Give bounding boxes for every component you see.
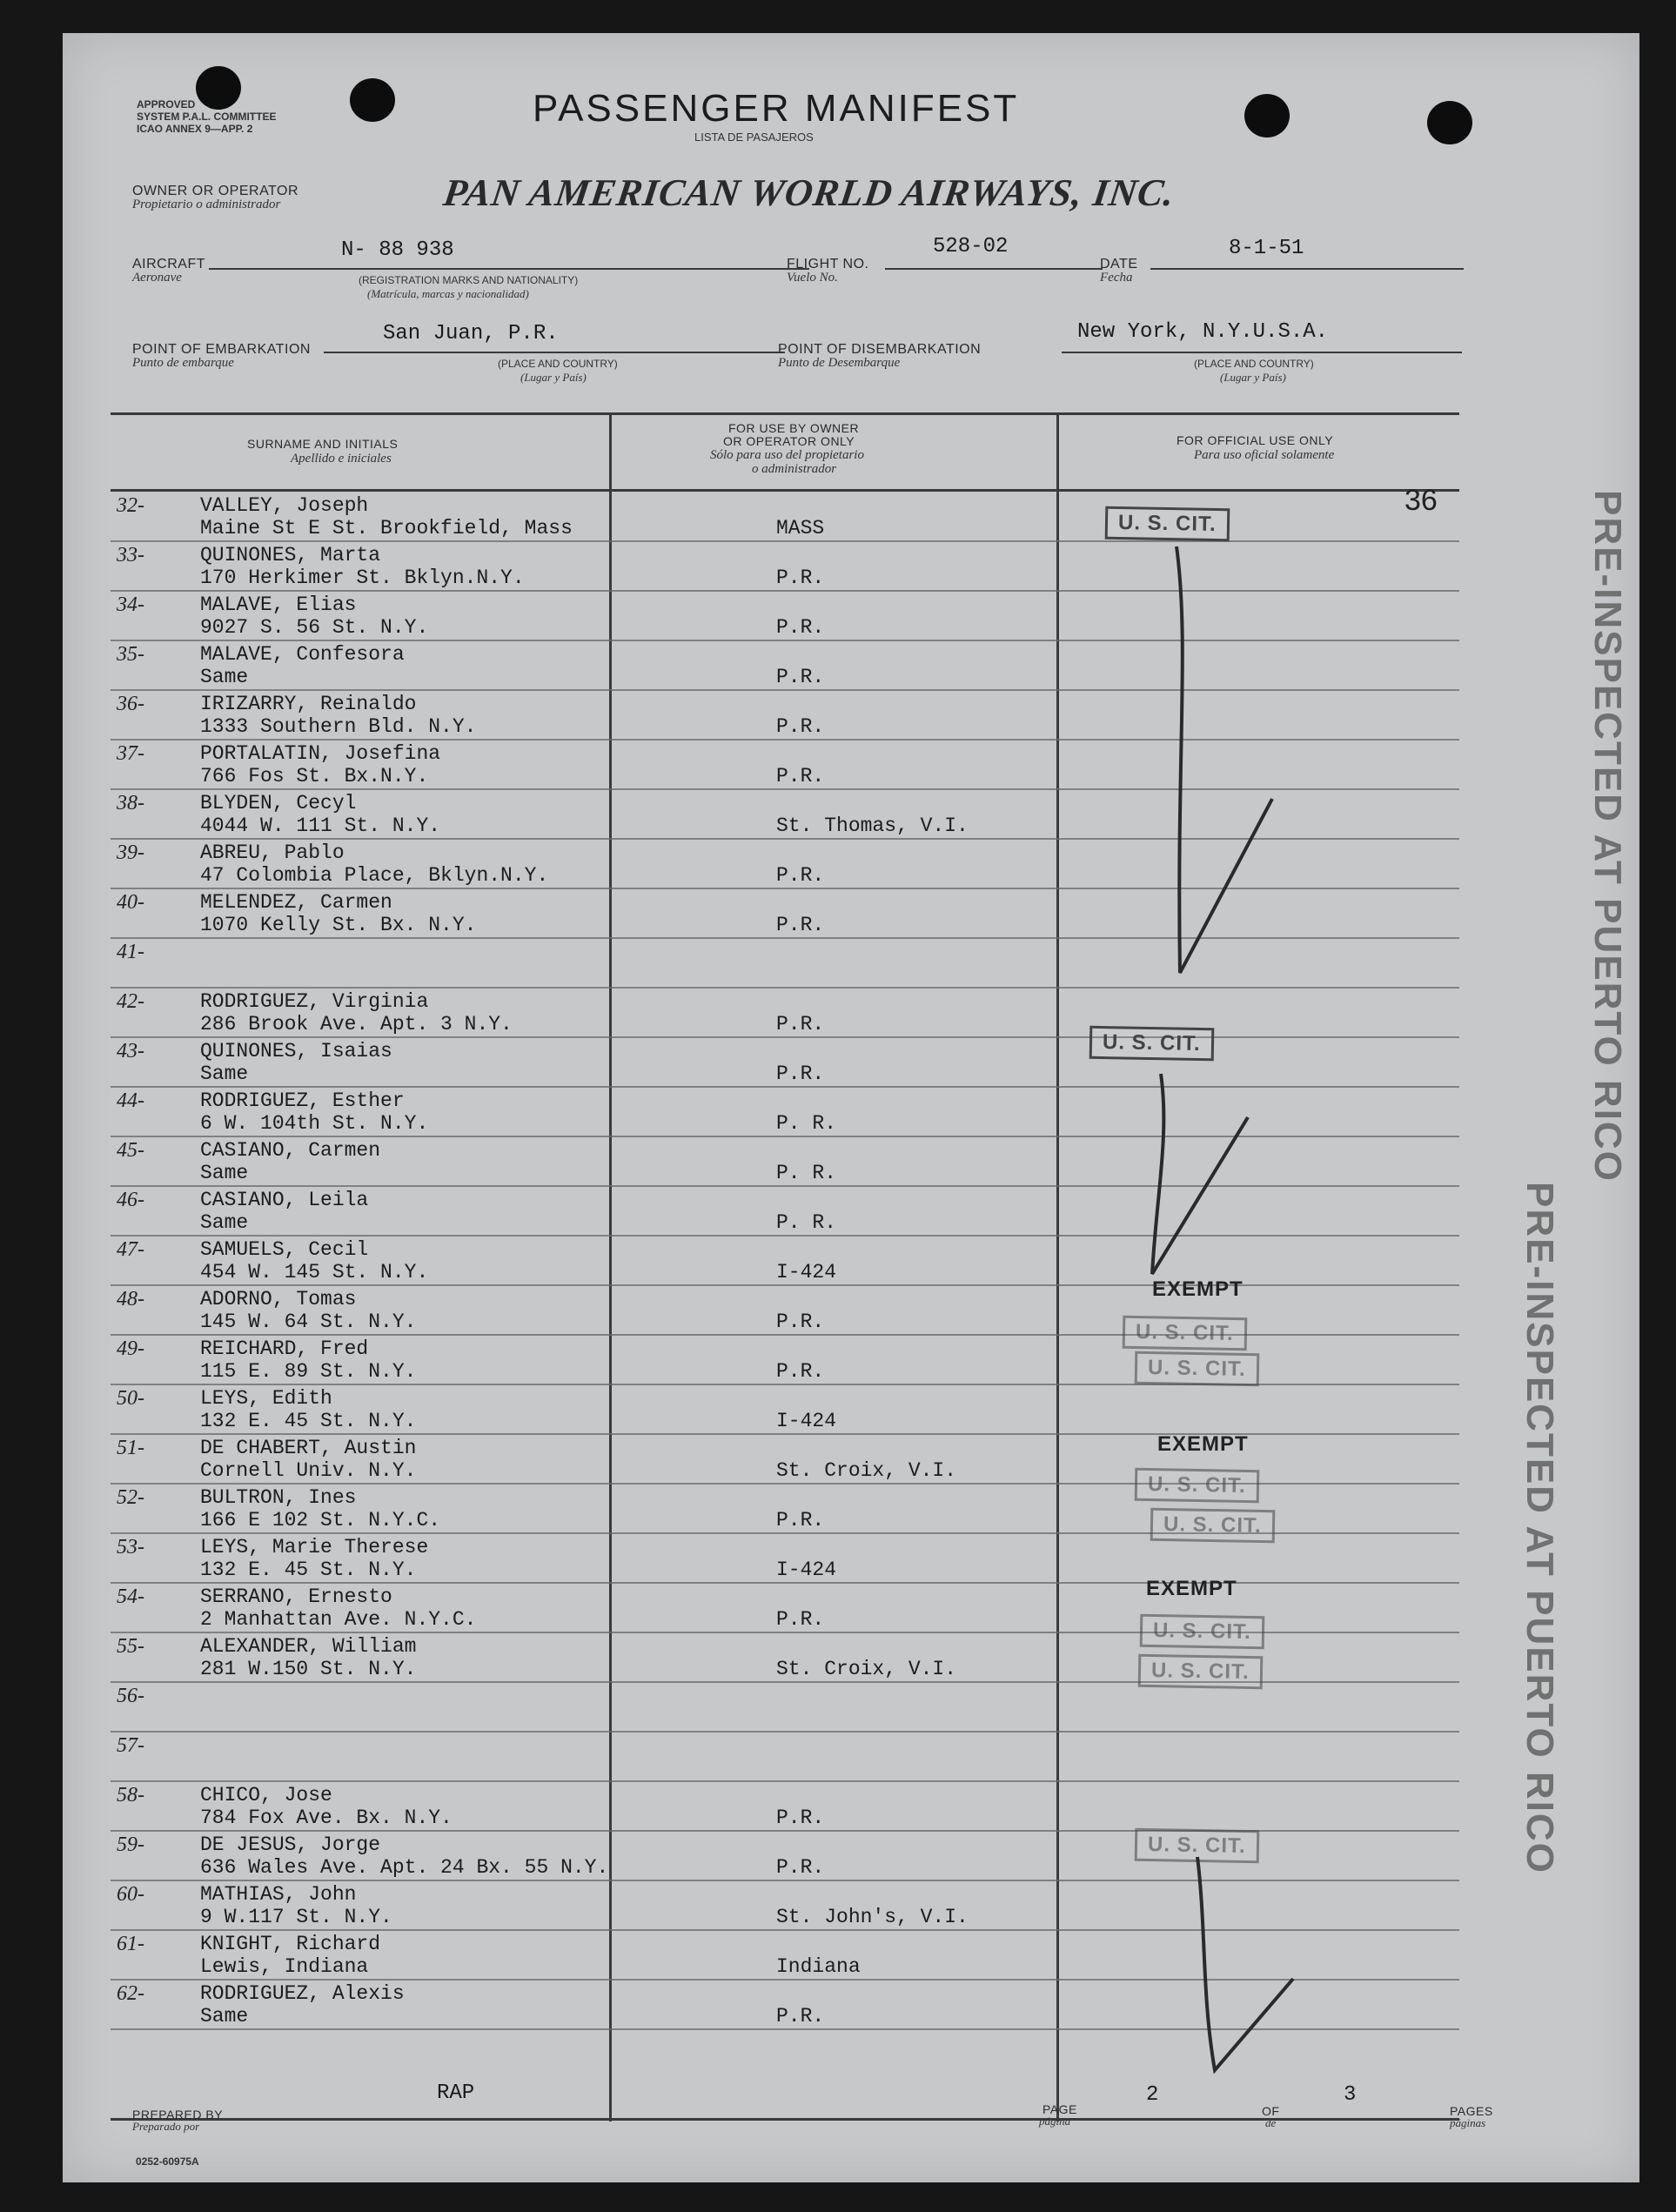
- passenger-address: Same: [200, 666, 249, 688]
- passenger-origin: P.R.: [776, 2005, 825, 2028]
- row-number: 54-: [117, 1585, 144, 1608]
- passenger-name: VALLEY, Joseph: [200, 494, 369, 517]
- row-number: 60-: [117, 1883, 144, 1906]
- place-note: (PLACE AND COUNTRY): [498, 358, 618, 370]
- us-citizen-stamp: U. S. CIT.: [1089, 1026, 1214, 1061]
- passenger-name: BULTRON, Ines: [200, 1486, 357, 1509]
- passenger-address: Cornell Univ. N.Y.: [200, 1459, 417, 1482]
- row-divider: [111, 1582, 1459, 1584]
- passenger-address: 784 Fox Ave. Bx. N.Y.: [200, 1806, 453, 1829]
- place-note: (PLACE AND COUNTRY): [1194, 358, 1314, 370]
- passenger-address: Same: [200, 1062, 249, 1085]
- passenger-name: IRIZARRY, Reinaldo: [200, 693, 417, 715]
- punch-hole: [350, 78, 395, 122]
- row-number: 48-: [117, 1288, 144, 1310]
- passenger-origin: I-424: [776, 1558, 837, 1581]
- passenger-address: 286 Brook Ave. Apt. 3 N.Y.: [200, 1013, 513, 1036]
- row-number: 33-: [117, 544, 144, 566]
- row-number: 50-: [117, 1387, 144, 1410]
- row-number: 46-: [117, 1189, 144, 1211]
- row-number: 39-: [117, 841, 144, 864]
- registration-note-es: (Matrícula, marcas y nacionalidad): [367, 287, 529, 300]
- us-citizen-stamp: U. S. CIT.: [1135, 1828, 1259, 1863]
- passenger-origin: P.R.: [776, 616, 825, 639]
- passenger-origin: P.R.: [776, 1360, 825, 1383]
- passenger-address: Maine St E St. Brookfield, Mass: [200, 517, 573, 540]
- registration-note: (REGISTRATION MARKS AND NATIONALITY): [359, 274, 579, 286]
- us-citizen-stamp: U. S. CIT.: [1105, 506, 1230, 541]
- embarkation-label-es: Punto de embarque: [132, 356, 234, 370]
- passenger-origin: P.R.: [776, 1013, 825, 1036]
- row-number: 42-: [117, 990, 144, 1013]
- passenger-origin: P.R.: [776, 1509, 825, 1532]
- passenger-origin: Indiana: [776, 1955, 861, 1978]
- punch-hole: [1244, 94, 1290, 137]
- aircraft-label: AIRCRAFT: [132, 257, 205, 271]
- passenger-origin: St. John's, V.I.: [776, 1906, 969, 1928]
- column-divider: [609, 412, 612, 2122]
- passenger-address: 281 W.150 St. N.Y.: [200, 1658, 417, 1680]
- passenger-name: CASIANO, Carmen: [200, 1139, 381, 1162]
- flight-value: 528-02: [933, 235, 1009, 258]
- us-citizen-stamp: U. S. CIT.: [1150, 1508, 1275, 1543]
- passenger-name: CHICO, Jose: [200, 1784, 332, 1806]
- passenger-origin: P.R.: [776, 1062, 825, 1085]
- disembarkation-value: New York, N.Y.U.S.A.: [1077, 320, 1329, 344]
- row-divider: [111, 1731, 1459, 1733]
- row-number: 36-: [117, 693, 144, 715]
- row-number: 53-: [117, 1536, 144, 1558]
- date-label-es: Fecha: [1100, 271, 1133, 285]
- passenger-name: MELENDEZ, Carmen: [200, 891, 392, 914]
- passenger-address: 115 E. 89 St. N.Y.: [200, 1360, 417, 1383]
- row-divider: [111, 1334, 1459, 1336]
- us-citizen-stamp: U. S. CIT.: [1123, 1316, 1247, 1351]
- passenger-name: PORTALATIN, Josefina: [200, 742, 441, 765]
- row-number: 49-: [117, 1337, 144, 1360]
- column-header-surname: SURNAME AND INITIALS: [247, 437, 399, 451]
- passenger-name: KNIGHT, Richard: [200, 1933, 381, 1955]
- approval-line: APPROVED: [137, 98, 196, 111]
- row-number: 47-: [117, 1238, 144, 1261]
- place-note-es: (Lugar y País): [1220, 371, 1286, 384]
- passenger-origin: P. R.: [776, 1162, 837, 1184]
- passenger-address: 766 Fos St. Bx.N.Y.: [200, 765, 429, 788]
- passenger-name: ABREU, Pablo: [200, 841, 345, 864]
- form-number: 0252-60975A: [136, 2155, 199, 2168]
- flight-label: FLIGHT NO.: [787, 257, 869, 271]
- passenger-address: 636 Wales Ave. Apt. 24 Bx. 55 N.Y.: [200, 1856, 609, 1879]
- embarkation-label: POINT OF EMBARKATION: [132, 342, 311, 357]
- pages-label-es: páginas: [1450, 2116, 1486, 2129]
- row-number: 32-: [117, 494, 144, 517]
- column-header-operator: OR OPERATOR ONLY: [723, 434, 855, 448]
- passenger-address: 454 W. 145 St. N.Y.: [200, 1261, 429, 1284]
- passenger-address: 4044 W. 111 St. N.Y.: [200, 814, 441, 837]
- passenger-name: RODRIGUEZ, Esther: [200, 1089, 405, 1112]
- passenger-address: 9 W.117 St. N.Y.: [200, 1906, 392, 1928]
- column-header-operator-es: o administrador: [752, 462, 837, 476]
- manifest-sheet: [63, 33, 1639, 2182]
- passenger-name: LEYS, Marie Therese: [200, 1536, 429, 1558]
- us-citizen-stamp: U. S. CIT.: [1138, 1654, 1263, 1689]
- passenger-origin: P. R.: [776, 1112, 837, 1135]
- passenger-origin: P.R.: [776, 666, 825, 688]
- flight-label-es: Vuelo No.: [787, 271, 838, 285]
- official-count: 36: [1404, 484, 1438, 517]
- row-divider: [111, 1780, 1459, 1782]
- owner-value: PAN AMERICAN WORLD AIRWAYS, INC.: [440, 171, 1178, 214]
- us-citizen-stamp: U. S. CIT.: [1140, 1614, 1264, 1649]
- us-citizen-stamp: U. S. CIT.: [1135, 1351, 1259, 1386]
- column-header-official: FOR OFFICIAL USE ONLY: [1177, 433, 1334, 447]
- row-divider: [111, 1036, 1459, 1038]
- passenger-origin: P.R.: [776, 1310, 825, 1333]
- column-header-surname-es: Apellido e iniciales: [291, 452, 392, 466]
- row-divider: [111, 1433, 1459, 1435]
- passenger-name: QUINONES, Isaias: [200, 1040, 392, 1062]
- pages-label: PAGES: [1450, 2104, 1493, 2118]
- check-mark: [1180, 1848, 1319, 2083]
- punch-hole: [1427, 101, 1472, 144]
- row-number: 58-: [117, 1784, 144, 1806]
- page-title: PASSENGER MANIFEST: [533, 87, 1020, 130]
- exempt-stamp: EXEMPT: [1157, 1432, 1249, 1456]
- row-number: 37-: [117, 742, 144, 765]
- table-header-rule: [111, 489, 1459, 492]
- prepared-value: RAP: [437, 2081, 475, 2105]
- row-number: 35-: [117, 643, 144, 666]
- passenger-address: 166 E 102 St. N.Y.C.: [200, 1509, 441, 1532]
- passenger-origin: MASS: [776, 517, 825, 540]
- aircraft-value: N- 88 938: [341, 238, 454, 262]
- row-number: 45-: [117, 1139, 144, 1162]
- disembarkation-label-es: Punto de Desembarque: [778, 356, 901, 370]
- passenger-name: REICHARD, Fred: [200, 1337, 369, 1360]
- passenger-name: RODRIGUEZ, Virginia: [200, 990, 429, 1013]
- passenger-name: MALAVE, Confesora: [200, 643, 405, 666]
- row-number: 56-: [117, 1685, 144, 1707]
- column-header-operator: FOR USE BY OWNER: [728, 421, 860, 435]
- passenger-address: 6 W. 104th St. N.Y.: [200, 1112, 429, 1135]
- date-label: DATE: [1100, 257, 1138, 271]
- embarkation-value: San Juan, P.R.: [383, 322, 559, 345]
- preinspected-stamp: PRE-INSPECTED AT PUERTO RICO: [1586, 490, 1629, 1183]
- row-number: 51-: [117, 1437, 144, 1459]
- page-label: PAGE: [1042, 2102, 1077, 2116]
- row-number: 62-: [117, 1982, 144, 2005]
- passenger-name: MALAVE, Elias: [200, 593, 357, 616]
- owner-label: OWNER OR OPERATOR: [132, 184, 299, 198]
- passenger-name: ADORNO, Tomas: [200, 1288, 357, 1310]
- passenger-address: 145 W. 64 St. N.Y.: [200, 1310, 417, 1333]
- prepared-label: PREPARED BY: [132, 2108, 224, 2122]
- passenger-origin: St. Croix, V.I.: [776, 1459, 957, 1482]
- owner-label-es: Propietario o administrador: [132, 198, 281, 211]
- passenger-address: Same: [200, 1162, 249, 1184]
- page-total: 3: [1344, 2083, 1357, 2107]
- of-label: OF: [1262, 2104, 1280, 2118]
- date-value: 8-1-51: [1229, 237, 1304, 260]
- row-number: 41-: [117, 941, 144, 963]
- row-number: 57-: [117, 1734, 144, 1757]
- passenger-origin: P. R.: [776, 1211, 837, 1234]
- passenger-address: 170 Herkimer St. Bklyn.N.Y.: [200, 566, 525, 589]
- passenger-name: SERRANO, Ernesto: [200, 1585, 392, 1608]
- row-number: 52-: [117, 1486, 144, 1509]
- passenger-name: CASIANO, Leila: [200, 1189, 369, 1211]
- passenger-origin: P.R.: [776, 914, 825, 936]
- passenger-address: 2 Manhattan Ave. N.Y.C.: [200, 1608, 477, 1631]
- row-number: 40-: [117, 891, 144, 914]
- column-header-official-es: Para uso oficial solamente: [1194, 448, 1335, 462]
- passenger-name: LEYS, Edith: [200, 1387, 332, 1410]
- passenger-name: DE JESUS, Jorge: [200, 1833, 381, 1856]
- passenger-origin: St. Croix, V.I.: [776, 1658, 957, 1680]
- column-divider: [1056, 412, 1059, 2122]
- row-number: 61-: [117, 1933, 144, 1955]
- punch-hole: [196, 66, 241, 110]
- table-bottom-rule: [111, 2118, 1459, 2121]
- passenger-address: 47 Colombia Place, Bklyn.N.Y.: [200, 864, 549, 887]
- place-note-es: (Lugar y País): [520, 371, 587, 384]
- passenger-name: BLYDEN, Cecyl: [200, 792, 357, 814]
- passenger-address: 1333 Southern Bld. N.Y.: [200, 715, 477, 738]
- row-number: 44-: [117, 1089, 144, 1112]
- of-label-es: de: [1265, 2116, 1277, 2129]
- passenger-origin: P.R.: [776, 1856, 825, 1879]
- exempt-stamp: EXEMPT: [1146, 1577, 1237, 1600]
- page-number: 2: [1146, 2083, 1159, 2107]
- check-mark: [1142, 538, 1281, 990]
- passenger-name: SAMUELS, Cecil: [200, 1238, 369, 1261]
- disembarkation-label: POINT OF DISEMBARKATION: [778, 342, 982, 357]
- passenger-name: MATHIAS, John: [200, 1883, 357, 1906]
- passenger-name: ALEXANDER, William: [200, 1635, 417, 1658]
- page-subtitle: LISTA DE PASAJEROS: [694, 131, 814, 144]
- row-number: 34-: [117, 593, 144, 616]
- passenger-address: 132 E. 45 St. N.Y.: [200, 1410, 417, 1432]
- approval-line: SYSTEM P.A.L. COMMITTEE: [137, 111, 277, 123]
- passenger-name: DE CHABERT, Austin: [200, 1437, 417, 1459]
- passenger-origin: P.R.: [776, 566, 825, 589]
- passenger-address: Same: [200, 2005, 249, 2028]
- row-number: 59-: [117, 1833, 144, 1856]
- passenger-origin: P.R.: [776, 765, 825, 788]
- passenger-origin: P.R.: [776, 1608, 825, 1631]
- aircraft-label-es: Aeronave: [132, 271, 182, 285]
- row-number: 43-: [117, 1040, 144, 1062]
- passenger-name: QUINONES, Marta: [200, 544, 381, 566]
- approval-line: ICAO ANNEX 9—APP. 2: [137, 123, 253, 135]
- passenger-origin: P.R.: [776, 1806, 825, 1829]
- passenger-address: Lewis, Indiana: [200, 1955, 369, 1978]
- passenger-origin: P.R.: [776, 715, 825, 738]
- passenger-address: 1070 Kelly St. Bx. N.Y.: [200, 914, 477, 936]
- page-label-es: página: [1039, 2115, 1071, 2128]
- passenger-address: 9027 S. 56 St. N.Y.: [200, 616, 429, 639]
- prepared-label-es: Preparado por: [132, 2120, 200, 2133]
- passenger-origin: P.R.: [776, 864, 825, 887]
- passenger-name: RODRIGUEZ, Alexis: [200, 1982, 405, 2005]
- passenger-origin: St. Thomas, V.I.: [776, 814, 969, 837]
- row-number: 38-: [117, 792, 144, 814]
- check-mark: [1135, 1065, 1274, 1291]
- passenger-address: 132 E. 45 St. N.Y.: [200, 1558, 417, 1581]
- us-citizen-stamp: U. S. CIT.: [1135, 1468, 1259, 1503]
- passenger-address: Same: [200, 1211, 249, 1234]
- column-header-operator-es: Sólo para uso del propietario: [710, 448, 864, 462]
- passenger-origin: I-424: [776, 1261, 837, 1284]
- exempt-stamp: EXEMPT: [1152, 1277, 1244, 1301]
- row-number: 55-: [117, 1635, 144, 1658]
- table-top-rule: [111, 412, 1459, 415]
- preinspected-stamp: PRE-INSPECTED AT PUERTO RICO: [1518, 1182, 1561, 1874]
- passenger-origin: I-424: [776, 1410, 837, 1432]
